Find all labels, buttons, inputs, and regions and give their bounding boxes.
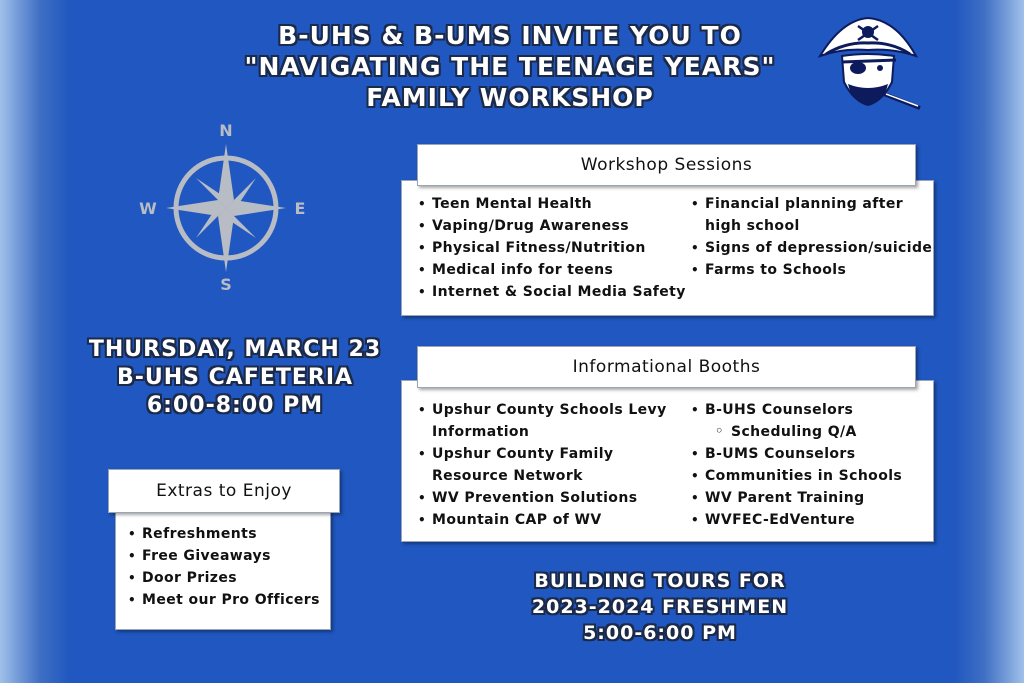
list-item: • Upshur County Schools Levy Information — [416, 399, 686, 443]
informational-booths-heading: Informational Booths — [417, 346, 916, 388]
list-item: • Farms to Schools — [689, 259, 933, 281]
workshop-sessions-right-list — [689, 193, 933, 281]
list-item: • WV Prevention Solutions — [416, 487, 686, 509]
tours-line-1: BUILDING TOURS FOR — [534, 570, 786, 592]
informational-booths-box — [401, 380, 934, 542]
list-item: • B-UMS Counselors — [689, 443, 929, 465]
workshop-sessions-left-list — [416, 193, 686, 303]
list-item: • WVFEC-EdVenture — [689, 509, 929, 531]
title-line-1: B-UHS & B-UMS INVITE YOU TO — [278, 21, 742, 50]
list-item: • Signs of depression/suicide — [689, 237, 933, 259]
event-time: 6:00-8:00 PM — [146, 393, 324, 418]
workshop-sessions-box — [401, 180, 934, 316]
title-line-2: "NAVIGATING THE TEENAGE YEARS" — [244, 52, 776, 81]
compass-label-w: W — [139, 199, 157, 218]
list-item: • Upshur County Family Resource Network — [416, 443, 686, 487]
compass-label-s: S — [220, 275, 232, 294]
list-item: • Refreshments — [126, 523, 326, 545]
compass-label-e: E — [294, 199, 306, 218]
extras-list — [126, 523, 326, 611]
extras-heading: Extras to Enjoy — [108, 469, 340, 513]
list-item: • Internet & Social Media Safety — [416, 281, 686, 303]
tours-line-3: 5:00-6:00 PM — [583, 622, 737, 644]
pirate-mascot-icon — [812, 12, 924, 112]
list-item: • Medical info for teens — [416, 259, 686, 281]
list-item: • Vaping/Drug Awareness — [416, 215, 686, 237]
page-title — [150, 20, 870, 113]
list-item: • Door Prizes — [126, 567, 326, 589]
list-item: • Communities in Schools — [689, 465, 929, 487]
informational-booths-left-list — [416, 399, 686, 531]
list-item: • B-UHS Counselors — [689, 399, 929, 421]
extras-box — [115, 510, 331, 630]
list-item: • Physical Fitness/Nutrition — [416, 237, 686, 259]
informational-booths-right-list — [689, 399, 929, 531]
list-item: • WV Parent Training — [689, 487, 929, 509]
event-info — [70, 336, 400, 420]
title-line-3: FAMILY WORKSHOP — [366, 83, 654, 112]
event-location: B-UHS CAFETERIA — [116, 365, 354, 390]
building-tours-info — [490, 568, 830, 646]
compass-rose-icon — [130, 120, 320, 300]
list-item: • Free Giveaways — [126, 545, 326, 567]
list-sub-item: ◦ Scheduling Q/A — [689, 421, 929, 443]
event-date: THURSDAY, MARCH 23 — [88, 337, 382, 362]
compass-label-n: N — [219, 121, 233, 140]
list-item: • Mountain CAP of WV — [416, 509, 686, 531]
tours-line-2: 2023-2024 FRESHMEN — [531, 596, 789, 618]
list-item: • Teen Mental Health — [416, 193, 686, 215]
list-item: • Financial planning after high school — [689, 193, 933, 237]
list-item: • Meet our Pro Officers — [126, 589, 326, 611]
workshop-sessions-heading: Workshop Sessions — [417, 144, 916, 186]
